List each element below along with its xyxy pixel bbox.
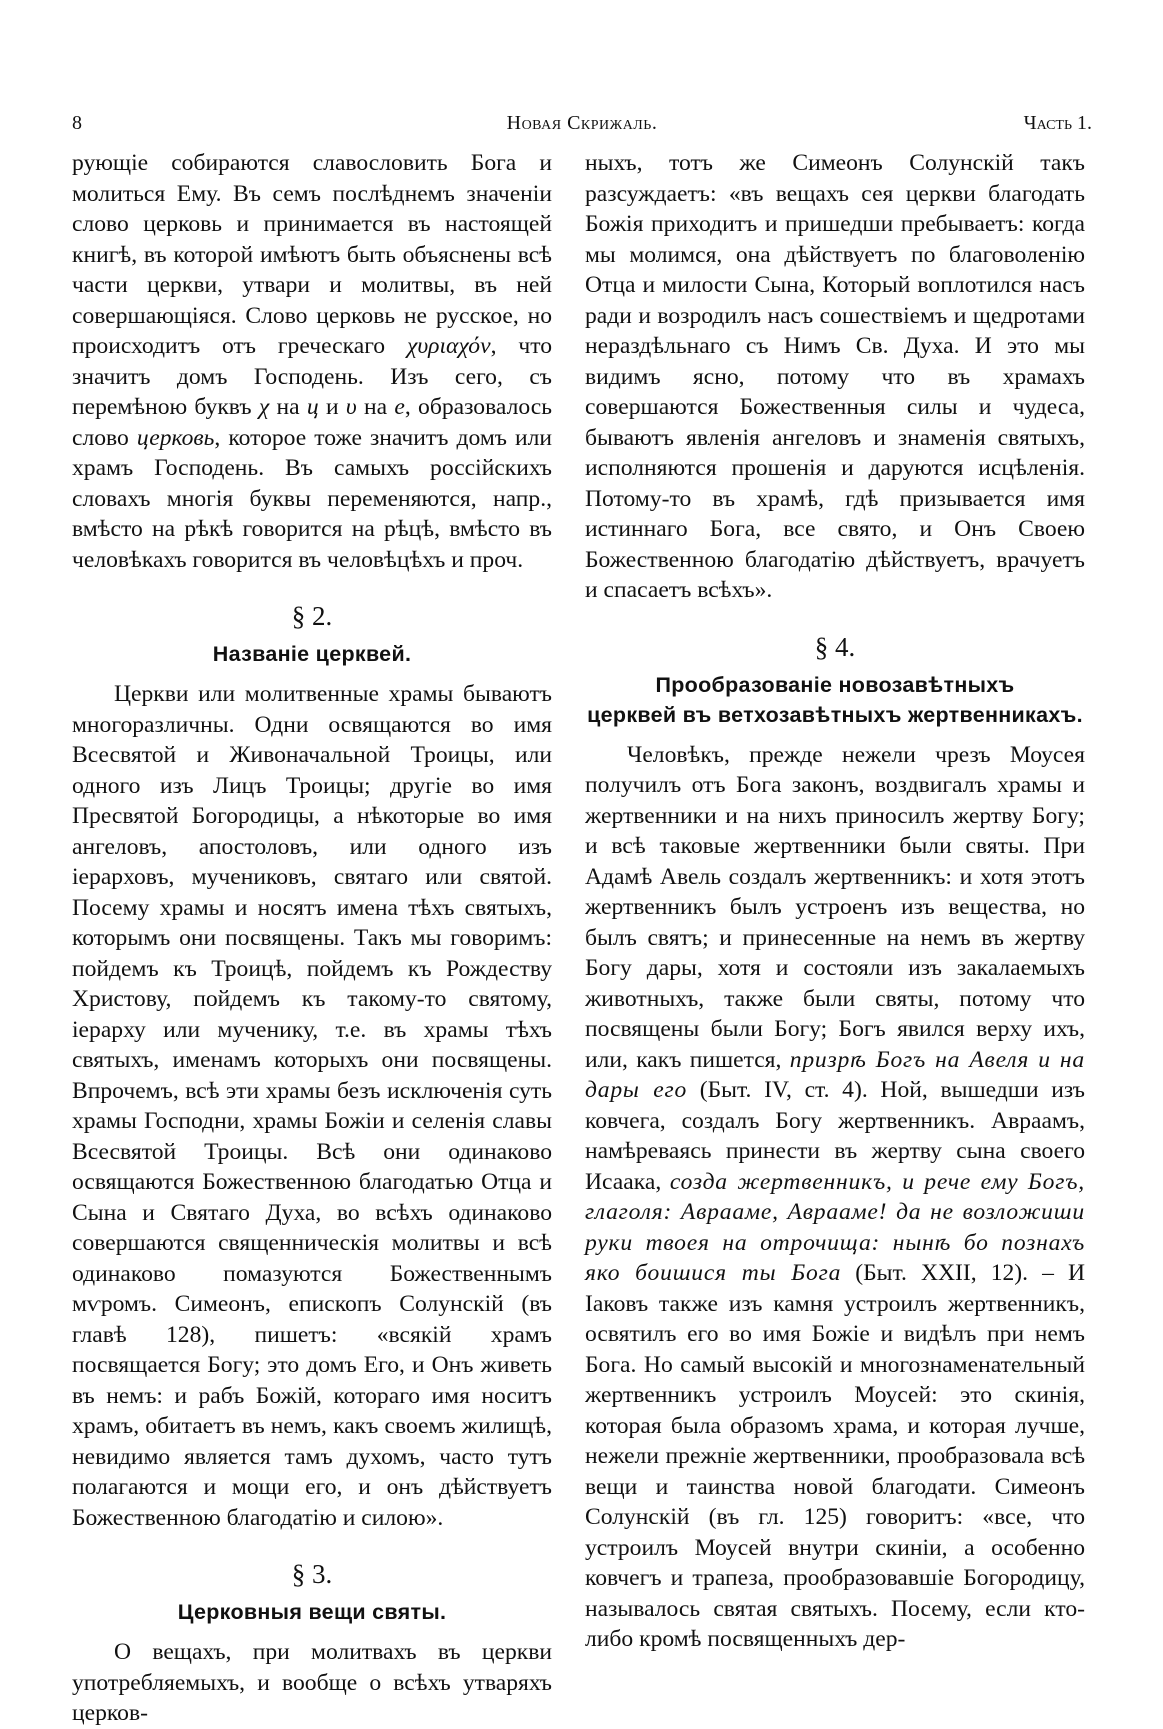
text-run: на	[269, 394, 307, 420]
text-run: (Быт. XXII, 12). – И Іаковъ также изъ камня устроилъ жертвенникъ, освятилъ его во имя Божіе и видѣлъ при немъ Бога. Но самый высокій и многознаменательный жертвенникъ устроилъ Моусей: это скинія, которая была образомъ храма, и которая лучше, нежели прежніе жертвенники, прообразовала всѣ вещи и таинства новой благодати. Симеонъ Солунскій (въ гл. 125) говоритъ: «все, что устроилъ Моусей внутри скиніи, а особенно ковчегъ и трапеза, прообразовавшіе Богородицу, называлось святая святыхъ. Посему, если кто-либо кромѣ посвященныхъ дер-	[585, 1260, 1085, 1652]
greek-word: χυριαχόν	[406, 333, 491, 359]
running-header	[72, 112, 1092, 144]
part-label: Часть 1.	[1023, 112, 1092, 134]
text-run: на	[356, 394, 395, 420]
page-number: 8	[72, 112, 82, 134]
paragraph: ныхъ, тотъ же Симеонъ Солунскій такъ разсуждаетъ: «въ вещахъ сея церкви благодать Божія приходитъ и пришедши пребываетъ: когда мы молимся, она дѣйствуетъ по благоволенію Отца и милости Сына, Который воплотился насъ ради и возродилъ насъ сошествіемъ и щедротами нераздѣльнаго съ Нимъ Св. Духа. И это мы видимъ ясно, потому что въ храмахъ совершаются Божественныя силы и чудеса, бываютъ явленія ангеловъ и знаменія святыхъ, исполняются прошенія и даруются исцѣленія. Потому-то въ храмѣ, гдѣ призывается имя истиннаго Бога, все свято, и Онъ Своею Божественною благодатію дѣйствуетъ, врачуетъ и спасаетъ всѣхъ».	[585, 150, 1085, 603]
book-title: Новая Скрижаль.	[506, 112, 658, 134]
paragraph: Церкви или молитвенные храмы бываютъ многоразличны. Одни освящаются во имя Всесвятой и Живоначальной Троицы, или одного изъ Лицъ Троицы; другіе во имя Пресвятой Богородицы, а нѣкоторые во имя ангеловъ, апостоловъ, или одного изъ іерарховъ, мучениковъ, святаго или святой. Посему храмы и носятъ имена тѣхъ святыхъ, которымъ они посвящены. Такъ мы говоримъ: пойдемъ къ Троицѣ, пойдемъ къ Рождеству Христову, пойдемъ къ такому-то святому, іерарху или мученику, т.е. въ храмы тѣхъ святыхъ, именамъ которыхъ они посвящены. Впрочемъ, всѣ эти храмы безъ исключенія суть храмы Господни, храмы Божіи и селенія славы Всесвятой Троицы. Всѣ они одинаково освящаются Божественною благодатью Отца и Сына и Святаго Духа, во всѣхъ одинаково совершаются священническія молитвы и всѣ одинаково помазуются Божественнымъ мѵромъ. Симеонъ, епископъ Солунскій (въ главѣ 128), пишетъ: «всякій храмъ посвящается Богу; это домъ Его, и Онъ живеть въ немъ: и рабъ Божій, котораго имя носитъ храмъ, обитаетъ въ немъ, какъ своемъ жилищѣ, невидимо является тамъ духомъ, часто тутъ полагаются и мощи его, и онъ дѣйствуетъ Божественною благодатію и силою».	[72, 681, 552, 1531]
section-number: § 3.	[291, 1559, 333, 1589]
greek-letter: υ	[345, 394, 357, 420]
italic-letter: е	[394, 394, 405, 420]
paragraph: О вещахъ, при молитвахъ въ церкви употребляемыхъ, и вообще о всѣхъ утваряхъ церков-	[72, 1639, 552, 1726]
text-run: , которое тоже значитъ домъ или храмъ Господень. Въ самыхъ россійскихъ словахъ многія буквы переменяются, напр., вмѣсто на рѣкѣ говорится на рѣцѣ, вмѣсто въ человѣкахъ говорится въ человѣцѣхъ и проч.	[72, 424, 552, 573]
italic-letter: ц	[306, 394, 319, 420]
greek-letter: χ	[258, 394, 270, 420]
scripture-quote: созда жертвенникъ, и рече ему Богъ, глаголя: Аврааме, Аврааме! да не возложиши руки твоея на отрочища: нынѣ бо познахъ яко боишися ты Бога	[585, 1168, 1085, 1286]
heading-line: церквей въ ветхозавѣтныхъ жертвенникахъ.	[587, 702, 1083, 727]
section-heading: Названіе церквей.	[212, 642, 412, 666]
text-run: Человѣкъ, прежде нежели чрезъ Моусея получилъ отъ Бога законъ, воздвигалъ храмы и жертвенники и на нихъ приносилъ жертву Богу; и всѣ таковые жертвенники были святы. При Адамѣ Авель создалъ жертвенникъ: и хотя этотъ жертвенникъ былъ устроенъ изъ вещества, но былъ святъ; и принесенные на немъ въ жертву Богу дары, хотя и состояли изъ закалаемыхъ животныхъ, также были святы, потому что посвящены были Богу; Богъ явился верху ихъ, или, какъ пишется,	[585, 741, 1085, 1073]
italic-word: церковь	[136, 424, 215, 451]
section-number: § 2.	[291, 601, 333, 631]
section-number: § 4.	[814, 631, 856, 662]
right-column	[585, 148, 1085, 1655]
paragraph	[585, 740, 1085, 1655]
text-run: и	[318, 394, 346, 420]
section-heading: Церковныя вещи святы.	[177, 1600, 447, 1624]
heading-line: Прообразованіе новозавѣтныхъ	[655, 672, 1015, 697]
text-run: , образовалось слово	[72, 394, 552, 451]
paragraph	[72, 148, 552, 575]
text-run: , что значитъ домъ Господень. Изъ сего, съ перемѣною буквъ	[72, 333, 552, 420]
left-column	[72, 148, 552, 1729]
section-heading	[585, 670, 1085, 730]
text-run: (Быт. IV, ст. 4). Ной, вышедши изъ ковчега, создалъ Богу жертвенникъ. Авраамъ, намѣреваясь принести въ жертву сына своего Исаака,	[585, 1077, 1086, 1195]
text-run: рующіе собираются славословить Бога и молиться Ему. Въ семъ послѣднемъ значеніи слово церковь и принимается въ настоящей книгѣ, въ которой имѣютъ быть объяснены всѣ части церкви, утвари и молитвы, въ ней совершающіяся. Слово церковь не русское, но происходитъ отъ греческаго	[72, 150, 552, 359]
scripture-quote: призрѣ Богъ на Авеля и на дары его	[585, 1046, 1085, 1103]
